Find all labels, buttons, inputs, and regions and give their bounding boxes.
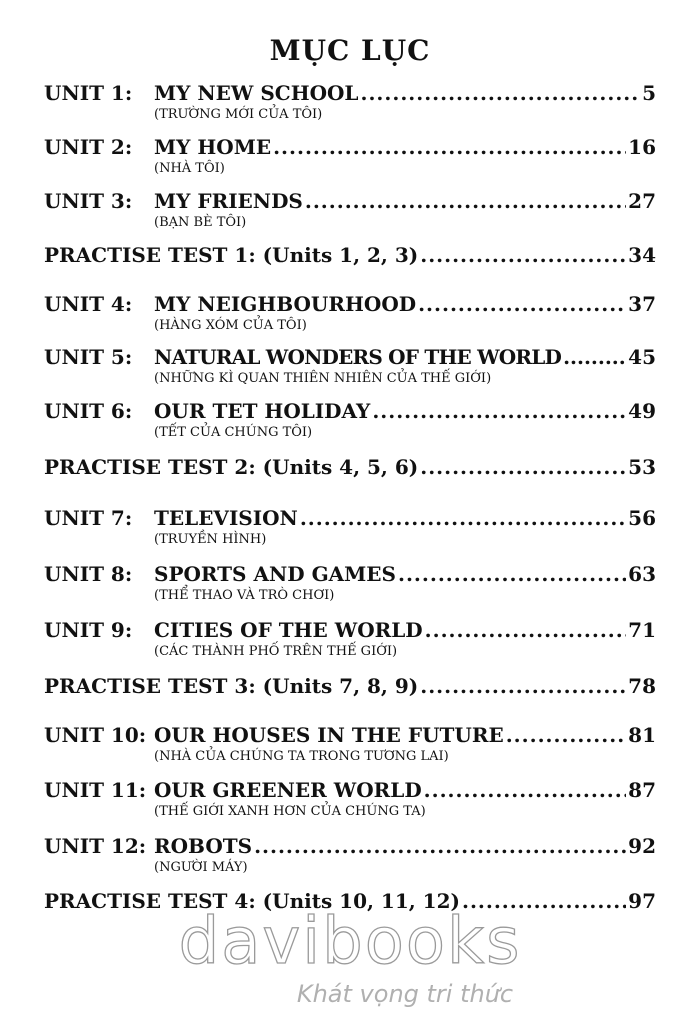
page-number: 16 (628, 135, 656, 159)
unit-title: OUR TET HOLIDAY (154, 399, 371, 423)
unit-label: UNIT 8: (44, 562, 133, 586)
toc-entry-unit-8[interactable] (44, 561, 656, 605)
dot-leader (300, 505, 626, 531)
toc-entry-unit-3[interactable] (44, 188, 656, 232)
unit-label: UNIT 10: (44, 723, 147, 747)
unit-title: ROBOTS (154, 834, 253, 858)
unit-subtitle: (THỂ THAO VÀ TRÒ CHƠI) (154, 588, 335, 603)
unit-label: UNIT 5: (44, 345, 133, 369)
toc-entry-unit-1[interactable] (44, 80, 656, 124)
toc-entry-practise-test-3[interactable] (44, 673, 656, 699)
toc-entry-unit-4[interactable] (44, 291, 656, 335)
page-number: 34 (628, 243, 656, 267)
dot-leader (506, 722, 626, 748)
practise-test-title: PRACTISE TEST 3: (Units 7, 8, 9) (44, 674, 419, 698)
toc-entry-unit-9[interactable] (44, 617, 656, 661)
toc-entry-practise-test-4[interactable] (44, 888, 656, 914)
unit-subtitle: (NHỮNG KÌ QUAN THIÊN NHIÊN CỦA THẾ GIỚI) (154, 371, 492, 386)
unit-label: UNIT 7: (44, 506, 133, 530)
dot-leader (425, 617, 627, 643)
dot-leader (418, 291, 626, 317)
unit-label: UNIT 12: (44, 834, 147, 858)
unit-subtitle: (THẾ GIỚI XANH HƠN CỦA CHÚNG TA) (154, 804, 426, 819)
unit-title: MY HOME (154, 135, 272, 159)
unit-title: TELEVISION (154, 506, 298, 530)
unit-title: MY NEIGHBOURHOOD (154, 292, 417, 316)
unit-subtitle: (TRUYỀN HÌNH) (154, 532, 267, 547)
page-number: 27 (628, 189, 656, 213)
dot-leader (424, 777, 627, 803)
dot-leader (254, 833, 626, 859)
toc-entry-unit-10[interactable] (44, 722, 656, 766)
unit-subtitle: (CÁC THÀNH PHỐ TRÊN THẾ GIỚI) (154, 644, 398, 659)
unit-label: UNIT 4: (44, 292, 133, 316)
unit-label: UNIT 6: (44, 399, 133, 423)
toc-entry-unit-7[interactable] (44, 505, 656, 549)
toc-entry-unit-2[interactable] (44, 134, 656, 178)
unit-label: UNIT 3: (44, 189, 133, 213)
unit-title: SPORTS AND GAMES (154, 562, 396, 586)
toc-entry-unit-11[interactable] (44, 777, 656, 821)
page-title: MỤC LỤC (269, 34, 431, 67)
dot-leader (361, 80, 641, 106)
page-number: 97 (628, 889, 656, 913)
page-number: 53 (628, 455, 656, 479)
unit-subtitle: (NHÀ CỦA CHÚNG TA TRONG TƯƠNG LAI) (154, 749, 449, 764)
page-number: 78 (628, 674, 656, 698)
unit-subtitle: (TẾT CỦA CHÚNG TÔI) (154, 425, 313, 440)
practise-test-title: PRACTISE TEST 2: (Units 4, 5, 6) (44, 455, 419, 479)
toc-entry-practise-test-2[interactable] (44, 454, 656, 480)
dot-leader (273, 134, 626, 160)
toc-entry-unit-5[interactable] (44, 344, 656, 388)
dot-leader (563, 344, 626, 370)
page-number: 63 (628, 562, 656, 586)
unit-title: CITIES OF THE WORLD (154, 618, 423, 642)
toc-entry-unit-6[interactable] (44, 398, 656, 442)
page-number: 87 (628, 778, 656, 802)
page-number: 5 (642, 81, 656, 105)
unit-title: OUR GREENER WORLD (154, 778, 422, 802)
unit-title: MY NEW SCHOOL (154, 81, 359, 105)
practise-test-title: PRACTISE TEST 4: (Units 10, 11, 12) (44, 889, 460, 913)
unit-subtitle: (HÀNG XÓM CỦA TÔI) (154, 318, 307, 333)
unit-label: UNIT 2: (44, 135, 133, 159)
unit-label: UNIT 11: (44, 778, 147, 802)
unit-subtitle: (BẠN BÈ TÔI) (154, 215, 247, 230)
dot-leader (398, 561, 626, 587)
unit-subtitle: (NHÀ TÔI) (154, 161, 225, 176)
dot-leader (420, 242, 626, 268)
page-number: 37 (628, 292, 656, 316)
dot-leader (305, 188, 626, 214)
dot-leader (420, 673, 626, 699)
unit-label: UNIT 1: (44, 81, 133, 105)
unit-title: OUR HOUSES IN THE FUTURE (154, 723, 504, 747)
unit-label: UNIT 9: (44, 618, 133, 642)
page-number: 92 (628, 834, 656, 858)
page-number: 56 (628, 506, 656, 530)
page-number: 49 (628, 399, 656, 423)
unit-subtitle: (TRƯỜNG MỚI CỦA TÔI) (154, 107, 323, 122)
page-number: 71 (628, 618, 656, 642)
unit-title: MY FRIENDS (154, 189, 303, 213)
dot-leader (372, 398, 626, 424)
practise-test-title: PRACTISE TEST 1: (Units 1, 2, 3) (44, 243, 419, 267)
page-number: 45 (628, 345, 656, 369)
unit-subtitle: (NGƯỜI MÁY) (154, 860, 248, 875)
toc-entry-practise-test-1[interactable] (44, 242, 656, 268)
watermark-slogan: Khát vọng tri thức (296, 980, 514, 1008)
page-number: 81 (628, 723, 656, 747)
unit-title: NATURAL WONDERS OF THE WORLD (154, 345, 562, 369)
toc-entry-unit-12[interactable] (44, 833, 656, 877)
dot-leader (420, 454, 626, 480)
dot-leader (462, 888, 626, 914)
watermark-logo: davibooks (178, 905, 522, 979)
